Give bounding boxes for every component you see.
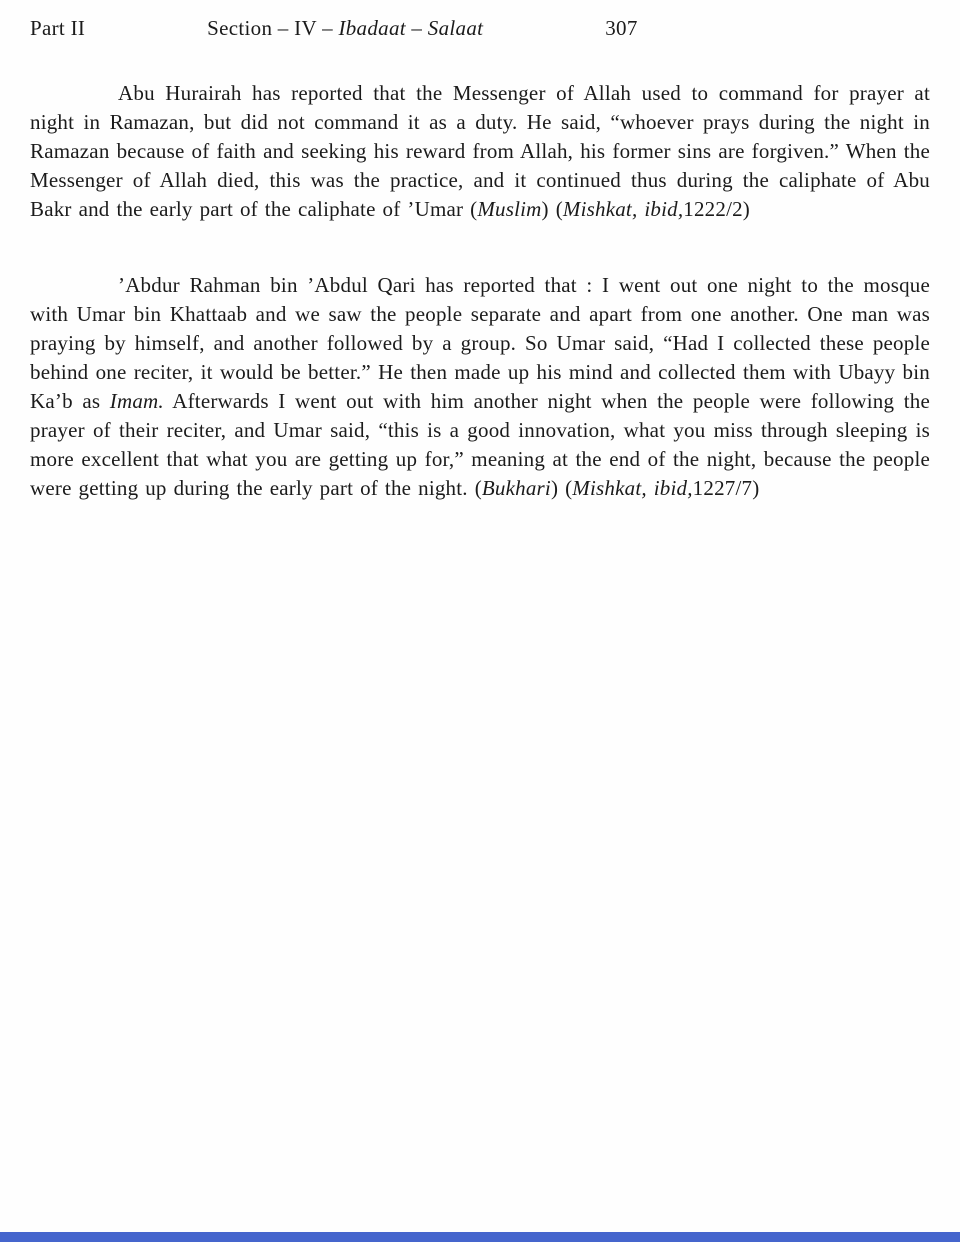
section-title	[207, 16, 483, 41]
citation-source-muslim: Muslim	[477, 197, 542, 221]
term-imam-italic: Imam.	[109, 389, 164, 413]
text-run: Afterwards I went out with him another night when the people were following the prayer of their reciter, and Umar said, “this is a good innovation, what you miss through sleeping is more excellent that what you are getting up for,” meaning at the end of the night, because the people were getting up during the early part of the night. (	[30, 389, 930, 500]
paragraph-abu-hurairah	[30, 79, 930, 224]
text-run: ’Abdur Rahman bin ’Abdul Qari has reported that : I went out one night to the mosque with Umar bin Khattaab and we saw the people separate and apart from one another. One man was praying by himself, and another followed by a group. So Umar said, “Had I collected these people behind one reciter, it would be better.” He then made up his mind and collected them with Ubayy bin Ka’b as	[30, 273, 930, 413]
citation-reference-number: 1222/2)	[683, 197, 750, 221]
part-label: Part II	[30, 16, 86, 40]
page-header	[0, 0, 960, 41]
section-title-roman: Section – IV –	[207, 16, 339, 40]
text-run: Abu Hurairah has reported that the Messenger of Allah used to command for prayer at night in Ramazan, but did not command it as a duty. He said, “whoever prays during the night in Ramazan because of faith and seeking his reward from Allah, his former sins are forgiven.” When the Messenger of Allah died, this was the practice, and it continued thus during the caliphate of Abu Bakr and the early part of the caliphate of ’Umar (	[30, 81, 930, 221]
text-run: ) (	[550, 476, 573, 500]
citation-reference-number: 1227/7)	[692, 476, 760, 500]
citation-source-mishkat: Mishkat, ibid,	[562, 197, 684, 221]
citation-source-mishkat: Mishkat, ibid,	[572, 476, 693, 500]
citation-source-bukhari: Bukhari	[481, 476, 551, 500]
page-body	[0, 79, 960, 503]
paragraph-abdur-rahman	[30, 271, 930, 503]
text-run: ) (	[541, 197, 563, 221]
section-title-italic: Ibadaat – Salaat	[338, 16, 484, 40]
page-number: 307	[605, 16, 638, 40]
bottom-bar	[0, 1232, 960, 1242]
